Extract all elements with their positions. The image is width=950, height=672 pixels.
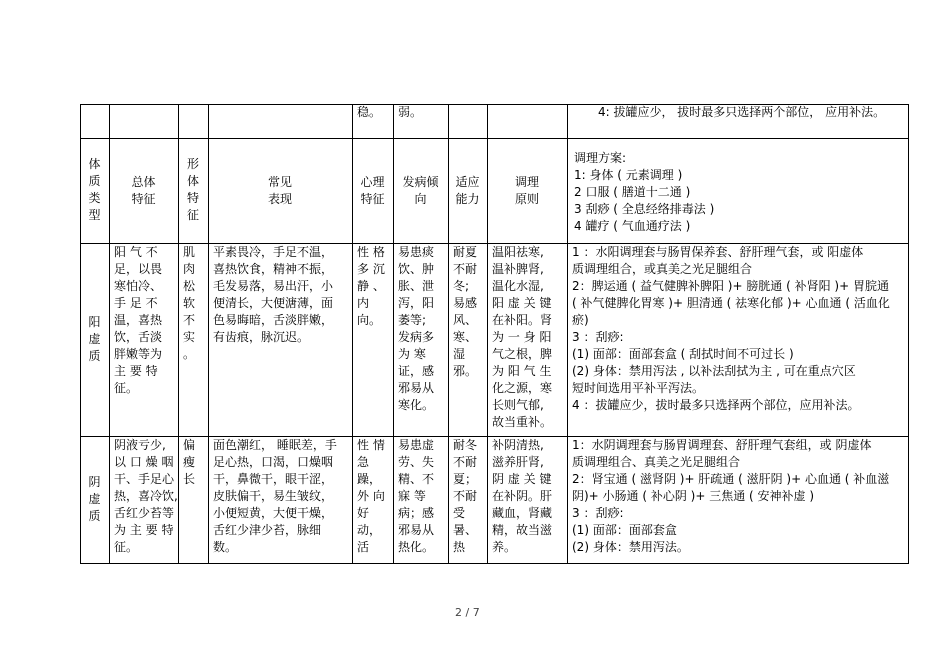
row-yang-principle: 温阳祛寒, 温补脾肾, 温化水湿, 阳 虚 关 键 在补阳。肾 为 一 身 阳 气之根，脾 为 阳 气 生 化之源，寒 长则气郁, 故当重补。 — [492, 245, 553, 429]
page-number: 2 / 7 — [455, 606, 480, 619]
row-yang-type: 阳 虚 质 — [88, 315, 101, 363]
table-row-divider — [80, 138, 909, 139]
row-yang-overall: 阳 气 不 足，以畏 寒怕冷、 手 足 不 温，喜热 饮，舌淡 胖嫩等为 主 要 特 征。 — [114, 245, 163, 395]
header-plan: 调理方案: 1: 身体 ( 元素调理 ) 2 口服 ( 膳道十二通 ) 3 刮痧 ( 全息经络排毒法 ) 4 罐疗 ( 气血通疗法 ) — [574, 151, 715, 233]
table-col-divider — [567, 104, 568, 564]
header-overall: 总体 特征 — [131, 175, 156, 206]
top-psych-cell: 稳。 — [357, 105, 382, 119]
row-yin-shape: 偏 瘦 长 — [183, 438, 196, 486]
header-shape: 形 体 特 征 — [186, 157, 199, 222]
row-yin-common: 面色潮红， 睡眠差，手 足心热，口渴，口燥咽 干，鼻微干，眼干涩， 皮肤偏干，易生皱纹， 小便短黄，大便干燥， 舌红少津少苔，脉细 数。 — [213, 438, 337, 554]
table-col-divider — [352, 104, 353, 564]
table-col-divider — [448, 104, 449, 564]
table-border-bottom — [80, 563, 909, 564]
row-yang-tendency: 易患痰 饮、肿 胀、泄 泻，阳 萎等; 发病多 为 寒 证，感 邪易从 寒化。 — [398, 245, 435, 412]
table-col-divider — [109, 104, 110, 564]
row-yin-principle: 补阴清热, 滋养肝肾, 阴 虚 关 键 在补阴。肝 藏血，肾藏 精，故当滋 养。 — [492, 438, 553, 554]
row-yin-type: 阴 虚 质 — [88, 475, 101, 523]
row-yang-plan: 1 ：水阳调理套与肠胃保养套、舒肝理气套，或 阳虚体 质调理组合，或真美之光足腿组合 2：脾运通 ( 益气健脾补脾阳 )+ 膀胱通 ( 补肾阳 )+ 胃脘通 ( 补气健脾化胃寒 )+ 胆清通 ( 祛寒化郁 )+ 心血通 ( 活血化 瘀) 3 ：刮痧: (1) 面部：面部套盒 ( 刮拭时间不可过长 ) (2) 身体：禁用泻法 , 以补法刮拭为主 , 可在重点穴区 短时间选用平补平泻法。 4 ：拔罐应少，拔时最多只选择两个部位，应用补法。 — [572, 245, 890, 412]
row-yin-overall: 阴液亏少, 以 口 燥 咽 干、手足心 热，喜冷饮, 舌红少苔等 为 主 要 特 征。 — [114, 438, 178, 554]
row-yin-plan: 1：水阴调理套与肠胃调理套、舒肝理气套组，或 阴虚体 质调理组合、真美之光足腿组合 2：肾宝通 ( 滋肾阴 )+ 肝疏通 ( 滋肝阴 )+ 心血通 ( 补血滋 阴)+ 小肠通 ( 补心阴 )+ 三焦通 ( 安神补虚 ) 3 ：刮痧: (1) 面部：面部套盒 (2) 身体：禁用泻法。 — [572, 438, 890, 554]
row-yang-common: 平素畏冷，手足不温， 喜热饮食，精神不振， 毛发易落，易出汗，小 便清长，大便溏薄，面 色易晦暗，舌淡胖嫩， 有齿痕，脉沉迟。 — [213, 245, 334, 344]
header-psych: 心理 特征 — [360, 175, 385, 206]
row-yang-adapt: 耐夏 不耐 冬; 易感 风、 寒、 湿 邪。 — [453, 245, 478, 378]
header-tendency: 发病倾 向 — [402, 175, 439, 206]
top-plan-cell: 4: 拔罐应少， 拔时最多只选择两个部位， 应用补法。 — [598, 105, 886, 119]
row-yin-psych: 性 情 急 躁， 外 向 好 动， 活 — [357, 438, 385, 554]
row-yang-shape: 肌 肉 松 软 不 实 。 — [183, 245, 196, 361]
row-yin-adapt: 耐冬 不耐 夏； 不耐 受 暑、 热 — [453, 438, 478, 554]
header-principle: 调理 原则 — [514, 175, 539, 206]
table-col-divider — [487, 104, 488, 564]
row-yin-tendency: 易患虚 劳、失 精、不 寐 等 病；感 邪易从 热化。 — [398, 438, 435, 554]
table-col-divider — [208, 104, 209, 564]
table-border-right — [908, 104, 909, 564]
header-common: 常见 表现 — [267, 175, 292, 206]
table-col-divider — [393, 104, 394, 564]
row-yang-psych: 性 格 多 沉 静 、 内 向。 — [357, 245, 385, 327]
header-type: 体 质 类 型 — [88, 157, 101, 222]
top-tendency-cell: 弱。 — [398, 105, 423, 119]
header-adapt: 适应 能力 — [455, 175, 480, 206]
